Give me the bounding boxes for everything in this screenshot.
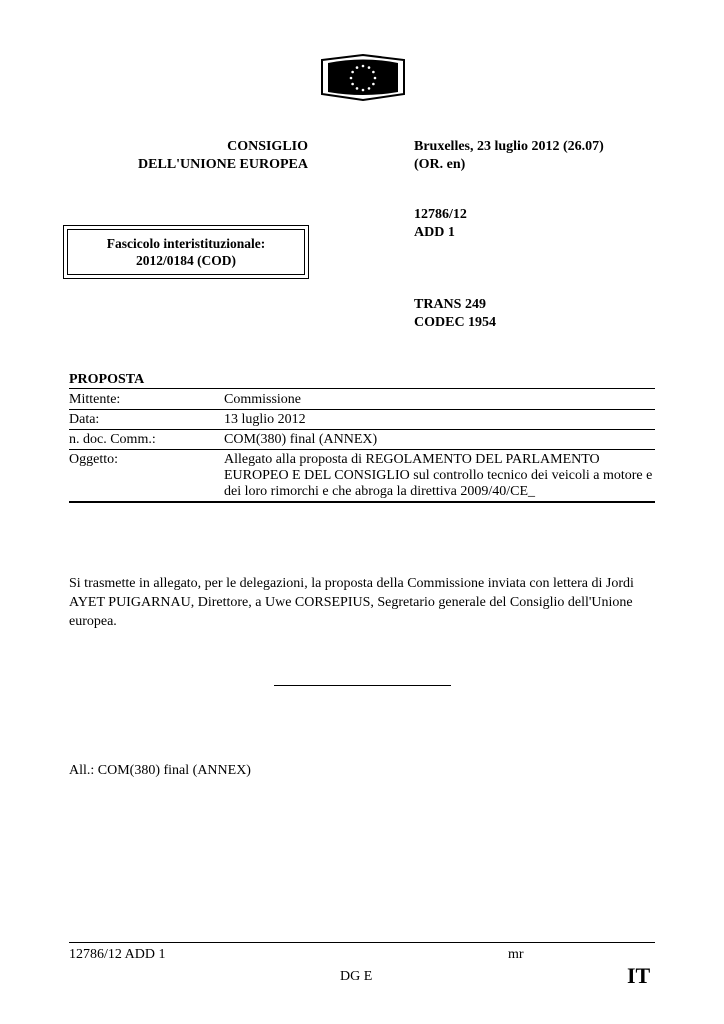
row-value: Allegato alla proposta di REGOLAMENTO DEL PARLAMENTO EUROPEO E DEL CONSIGLIO sul controllo tecnico dei veicoli a motore e dei loro rimorchi e che abroga la direttiva 2009/40/CE_ xyxy=(224,452,653,499)
emblem-star xyxy=(368,66,371,69)
council-emblem-logo xyxy=(318,54,408,102)
row-key: n. doc. Comm.: xyxy=(69,432,156,447)
interinstitutional-label: Fascicolo interistituzionale: xyxy=(106,236,266,251)
footer-reference: 12786/12 ADD 1 xyxy=(69,947,166,962)
institution-name xyxy=(100,138,308,174)
subject-code-codec: CODEC 1954 xyxy=(414,315,497,330)
transmission-paragraph: Si trasmette in allegato, per le delegazioni, la proposta della Commissione inviata con lettera di Jordi AYET PUIGARNAU, Direttore, a Uwe CORSEPIUS, Segretario generale del Consiglio dell'Unione europea. xyxy=(69,576,634,629)
emblem-star xyxy=(356,66,359,69)
footer-language-code: IT xyxy=(627,963,651,988)
row-key: Mittente: xyxy=(69,392,121,407)
proposal-heading: PROPOSTA xyxy=(69,372,145,387)
emblem-star xyxy=(356,87,359,90)
footer-rule xyxy=(69,942,655,943)
row-value: 13 luglio 2012 xyxy=(224,412,306,427)
place-date: Bruxelles, 23 luglio 2012 (26.07) xyxy=(414,139,604,154)
document-number: 12786/12 xyxy=(414,207,467,222)
table-rule-bottom xyxy=(69,501,655,503)
emblem-star xyxy=(368,87,371,90)
subject-codes-block xyxy=(414,296,496,332)
row-key: Oggetto: xyxy=(69,452,118,467)
emblem-star xyxy=(372,83,375,86)
interinstitutional-file-box xyxy=(63,225,309,279)
emblem-star xyxy=(374,77,377,80)
row-value: COM(380) final (ANNEX) xyxy=(224,432,378,447)
footer-initials: mr xyxy=(508,947,524,962)
original-language: (OR. en) xyxy=(414,157,466,172)
institution-line-2: DELL'UNIONE EUROPEA xyxy=(138,157,308,172)
emblem-star xyxy=(350,77,353,80)
emblem-star xyxy=(362,89,365,92)
row-value: Commissione xyxy=(224,392,302,407)
emblem-star xyxy=(372,71,375,74)
row-key: Data: xyxy=(69,412,100,427)
interinstitutional-number: 2012/0184 (COD) xyxy=(135,253,237,268)
place-date-block xyxy=(414,138,604,174)
table-rule xyxy=(69,409,655,410)
separator-line xyxy=(274,685,451,686)
table-rule xyxy=(69,449,655,450)
subject-code-trans: TRANS 249 xyxy=(414,297,486,312)
emblem-star xyxy=(351,83,354,86)
emblem-star xyxy=(362,65,365,68)
footer-directorate: DG E xyxy=(340,969,373,984)
emblem-star xyxy=(351,71,354,74)
addendum-number: ADD 1 xyxy=(414,225,455,240)
table-rule-top xyxy=(69,388,655,389)
institution-line-1: CONSIGLIO xyxy=(227,139,308,154)
attachments-line: All.: COM(380) final (ANNEX) xyxy=(69,763,251,778)
table-rule xyxy=(69,429,655,430)
document-number-block xyxy=(414,206,467,242)
